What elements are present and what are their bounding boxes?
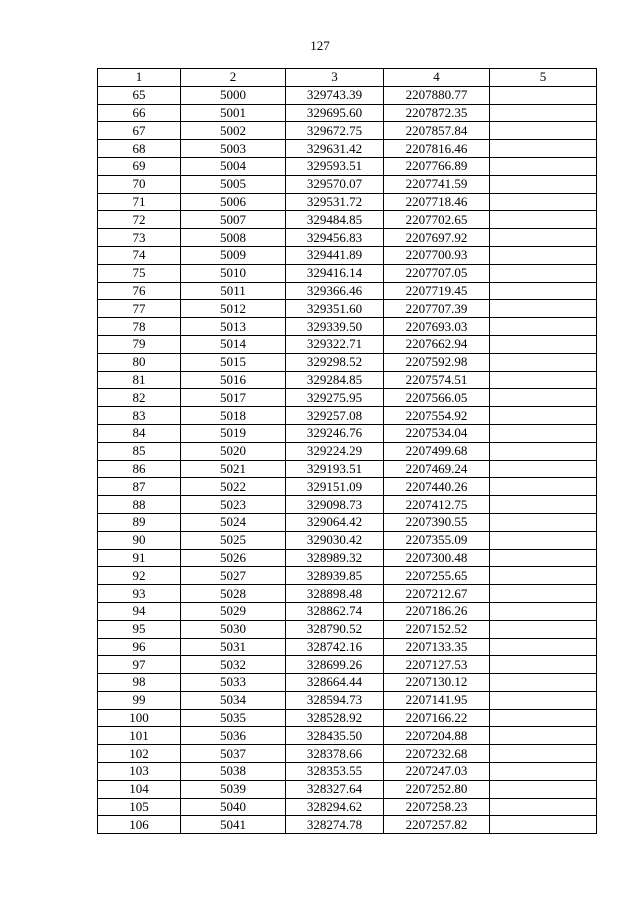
point-id-cell: 5031 [181,638,286,656]
row-number-cell: 103 [98,763,181,781]
table-body [98,86,597,833]
row-number-cell: 90 [98,531,181,549]
row-number-cell: 72 [98,211,181,229]
table-row [98,246,597,264]
row-number-cell: 93 [98,585,181,603]
y-coordinate-cell: 2207702.65 [384,211,490,229]
table-row [98,513,597,531]
table-row [98,674,597,692]
note-cell [490,602,597,620]
note-cell [490,816,597,834]
row-number-cell: 80 [98,353,181,371]
x-coordinate-cell: 329593.51 [286,157,384,175]
x-coordinate-cell: 329193.51 [286,460,384,478]
x-coordinate-cell: 329743.39 [286,86,384,104]
note-cell [490,229,597,247]
y-coordinate-cell: 2207141.95 [384,691,490,709]
point-id-cell: 5039 [181,780,286,798]
note-cell [490,780,597,798]
note-cell [490,691,597,709]
note-cell [490,496,597,514]
note-cell [490,656,597,674]
x-coordinate-cell: 328378.66 [286,745,384,763]
note-cell [490,157,597,175]
row-number-cell: 79 [98,335,181,353]
row-number-cell: 83 [98,407,181,425]
table-row [98,691,597,709]
x-coordinate-cell: 329441.89 [286,246,384,264]
x-coordinate-cell: 329672.75 [286,122,384,140]
x-coordinate-cell: 328435.50 [286,727,384,745]
point-id-cell: 5010 [181,264,286,282]
table-row [98,229,597,247]
table-row [98,140,597,158]
x-coordinate-cell: 329366.46 [286,282,384,300]
y-coordinate-cell: 2207232.68 [384,745,490,763]
x-coordinate-cell: 328898.48 [286,585,384,603]
point-id-cell: 5018 [181,407,286,425]
table-row [98,567,597,585]
y-coordinate-cell: 2207697.92 [384,229,490,247]
row-number-cell: 99 [98,691,181,709]
y-coordinate-cell: 2207152.52 [384,620,490,638]
point-id-cell: 5002 [181,122,286,140]
point-id-cell: 5013 [181,318,286,336]
y-coordinate-cell: 2207247.03 [384,763,490,781]
point-id-cell: 5001 [181,104,286,122]
table-row [98,709,597,727]
y-coordinate-cell: 2207130.12 [384,674,490,692]
row-number-cell: 91 [98,549,181,567]
note-cell [490,709,597,727]
note-cell [490,104,597,122]
point-id-cell: 5034 [181,691,286,709]
note-cell [490,745,597,763]
point-id-cell: 5030 [181,620,286,638]
y-coordinate-cell: 2207252.80 [384,780,490,798]
y-coordinate-cell: 2207707.05 [384,264,490,282]
note-cell [490,300,597,318]
y-coordinate-cell: 2207872.35 [384,104,490,122]
x-coordinate-cell: 328862.74 [286,602,384,620]
y-coordinate-cell: 2207534.04 [384,424,490,442]
point-id-cell: 5025 [181,531,286,549]
row-number-cell: 106 [98,816,181,834]
y-coordinate-cell: 2207566.05 [384,389,490,407]
table-row [98,353,597,371]
x-coordinate-cell: 329416.14 [286,264,384,282]
x-coordinate-cell: 329456.83 [286,229,384,247]
row-number-cell: 75 [98,264,181,282]
row-number-cell: 86 [98,460,181,478]
table-row [98,193,597,211]
x-coordinate-cell: 329298.52 [286,353,384,371]
y-coordinate-cell: 2207719.45 [384,282,490,300]
y-coordinate-cell: 2207469.24 [384,460,490,478]
x-coordinate-cell: 329351.60 [286,300,384,318]
point-id-cell: 5024 [181,513,286,531]
x-coordinate-cell: 328294.62 [286,798,384,816]
point-id-cell: 5023 [181,496,286,514]
point-id-cell: 5017 [181,389,286,407]
row-number-cell: 84 [98,424,181,442]
table-row [98,496,597,514]
note-cell [490,318,597,336]
row-number-cell: 70 [98,175,181,193]
y-coordinate-cell: 2207662.94 [384,335,490,353]
row-number-cell: 68 [98,140,181,158]
column-header-5: 5 [490,69,597,87]
y-coordinate-cell: 2207412.75 [384,496,490,514]
row-number-cell: 77 [98,300,181,318]
row-number-cell: 67 [98,122,181,140]
x-coordinate-cell: 329275.95 [286,389,384,407]
x-coordinate-cell: 329570.07 [286,175,384,193]
row-number-cell: 94 [98,602,181,620]
x-coordinate-cell: 329030.42 [286,531,384,549]
y-coordinate-cell: 2207186.26 [384,602,490,620]
table-row [98,104,597,122]
table-row [98,264,597,282]
x-coordinate-cell: 328742.16 [286,638,384,656]
note-cell [490,282,597,300]
x-coordinate-cell: 328790.52 [286,620,384,638]
x-coordinate-cell: 329284.85 [286,371,384,389]
column-header-1: 1 [98,69,181,87]
table-row [98,442,597,460]
point-id-cell: 5041 [181,816,286,834]
x-coordinate-cell: 329339.50 [286,318,384,336]
x-coordinate-cell: 329224.29 [286,442,384,460]
point-id-cell: 5004 [181,157,286,175]
x-coordinate-cell: 328939.85 [286,567,384,585]
note-cell [490,353,597,371]
coordinates-table [97,68,597,834]
y-coordinate-cell: 2207133.35 [384,638,490,656]
x-coordinate-cell: 329257.08 [286,407,384,425]
y-coordinate-cell: 2207766.89 [384,157,490,175]
x-coordinate-cell: 329695.60 [286,104,384,122]
table-row [98,371,597,389]
x-coordinate-cell: 328989.32 [286,549,384,567]
table-row [98,531,597,549]
table-row [98,335,597,353]
row-number-cell: 100 [98,709,181,727]
point-id-cell: 5035 [181,709,286,727]
x-coordinate-cell: 328699.26 [286,656,384,674]
y-coordinate-cell: 2207390.55 [384,513,490,531]
note-cell [490,442,597,460]
y-coordinate-cell: 2207440.26 [384,478,490,496]
point-id-cell: 5029 [181,602,286,620]
row-number-cell: 89 [98,513,181,531]
point-id-cell: 5033 [181,674,286,692]
table-row [98,602,597,620]
table-row [98,318,597,336]
table-row [98,780,597,798]
note-cell [490,140,597,158]
point-id-cell: 5015 [181,353,286,371]
row-number-cell: 65 [98,86,181,104]
column-header-4: 4 [384,69,490,87]
point-id-cell: 5040 [181,798,286,816]
row-number-cell: 88 [98,496,181,514]
note-cell [490,407,597,425]
table-row [98,157,597,175]
note-cell [490,798,597,816]
column-header-2: 2 [181,69,286,87]
point-id-cell: 5009 [181,246,286,264]
table-row [98,407,597,425]
row-number-cell: 85 [98,442,181,460]
row-number-cell: 69 [98,157,181,175]
table-row [98,638,597,656]
y-coordinate-cell: 2207693.03 [384,318,490,336]
note-cell [490,86,597,104]
x-coordinate-cell: 328327.64 [286,780,384,798]
point-id-cell: 5003 [181,140,286,158]
row-number-cell: 105 [98,798,181,816]
row-number-cell: 76 [98,282,181,300]
column-header-3: 3 [286,69,384,87]
table-row [98,460,597,478]
point-id-cell: 5008 [181,229,286,247]
point-id-cell: 5016 [181,371,286,389]
point-id-cell: 5022 [181,478,286,496]
table-row [98,745,597,763]
note-cell [490,567,597,585]
table-row [98,122,597,140]
table-row [98,300,597,318]
table-row [98,424,597,442]
row-number-cell: 73 [98,229,181,247]
table-row [98,282,597,300]
y-coordinate-cell: 2207258.23 [384,798,490,816]
row-number-cell: 71 [98,193,181,211]
note-cell [490,674,597,692]
table-header-row [98,69,597,87]
table-row [98,763,597,781]
point-id-cell: 5007 [181,211,286,229]
point-id-cell: 5027 [181,567,286,585]
x-coordinate-cell: 329151.09 [286,478,384,496]
x-coordinate-cell: 329531.72 [286,193,384,211]
point-id-cell: 5006 [181,193,286,211]
row-number-cell: 101 [98,727,181,745]
row-number-cell: 96 [98,638,181,656]
point-id-cell: 5021 [181,460,286,478]
table-row [98,620,597,638]
table-row [98,816,597,834]
point-id-cell: 5011 [181,282,286,300]
x-coordinate-cell: 328528.92 [286,709,384,727]
note-cell [490,175,597,193]
y-coordinate-cell: 2207554.92 [384,407,490,425]
note-cell [490,478,597,496]
x-coordinate-cell: 329064.42 [286,513,384,531]
y-coordinate-cell: 2207127.53 [384,656,490,674]
y-coordinate-cell: 2207592.98 [384,353,490,371]
x-coordinate-cell: 328353.55 [286,763,384,781]
x-coordinate-cell: 328594.73 [286,691,384,709]
y-coordinate-cell: 2207857.84 [384,122,490,140]
row-number-cell: 95 [98,620,181,638]
y-coordinate-cell: 2207741.59 [384,175,490,193]
point-id-cell: 5036 [181,727,286,745]
point-id-cell: 5000 [181,86,286,104]
y-coordinate-cell: 2207816.46 [384,140,490,158]
point-id-cell: 5005 [181,175,286,193]
row-number-cell: 66 [98,104,181,122]
point-id-cell: 5014 [181,335,286,353]
y-coordinate-cell: 2207880.77 [384,86,490,104]
y-coordinate-cell: 2207574.51 [384,371,490,389]
point-id-cell: 5026 [181,549,286,567]
page-number: 127 [310,38,330,53]
y-coordinate-cell: 2207257.82 [384,816,490,834]
table-row [98,549,597,567]
point-id-cell: 5020 [181,442,286,460]
row-number-cell: 98 [98,674,181,692]
table-row [98,585,597,603]
note-cell [490,335,597,353]
row-number-cell: 87 [98,478,181,496]
note-cell [490,585,597,603]
row-number-cell: 82 [98,389,181,407]
note-cell [490,460,597,478]
y-coordinate-cell: 2207204.88 [384,727,490,745]
table-row [98,798,597,816]
row-number-cell: 81 [98,371,181,389]
note-cell [490,246,597,264]
row-number-cell: 97 [98,656,181,674]
point-id-cell: 5019 [181,424,286,442]
note-cell [490,389,597,407]
table-row [98,211,597,229]
y-coordinate-cell: 2207707.39 [384,300,490,318]
note-cell [490,763,597,781]
x-coordinate-cell: 329322.71 [286,335,384,353]
x-coordinate-cell: 329631.42 [286,140,384,158]
x-coordinate-cell: 329098.73 [286,496,384,514]
y-coordinate-cell: 2207300.48 [384,549,490,567]
note-cell [490,371,597,389]
row-number-cell: 78 [98,318,181,336]
row-number-cell: 102 [98,745,181,763]
row-number-cell: 104 [98,780,181,798]
note-cell [490,727,597,745]
table-row [98,86,597,104]
y-coordinate-cell: 2207255.65 [384,567,490,585]
table-row [98,656,597,674]
point-id-cell: 5038 [181,763,286,781]
y-coordinate-cell: 2207212.67 [384,585,490,603]
row-number-cell: 92 [98,567,181,585]
note-cell [490,620,597,638]
note-cell [490,424,597,442]
x-coordinate-cell: 328664.44 [286,674,384,692]
y-coordinate-cell: 2207700.93 [384,246,490,264]
note-cell [490,513,597,531]
note-cell [490,122,597,140]
point-id-cell: 5037 [181,745,286,763]
y-coordinate-cell: 2207499.68 [384,442,490,460]
y-coordinate-cell: 2207166.22 [384,709,490,727]
note-cell [490,638,597,656]
table-row [98,389,597,407]
point-id-cell: 5028 [181,585,286,603]
note-cell [490,264,597,282]
x-coordinate-cell: 329484.85 [286,211,384,229]
row-number-cell: 74 [98,246,181,264]
note-cell [490,211,597,229]
table-row [98,175,597,193]
note-cell [490,549,597,567]
point-id-cell: 5012 [181,300,286,318]
x-coordinate-cell: 328274.78 [286,816,384,834]
table-row [98,478,597,496]
y-coordinate-cell: 2207718.46 [384,193,490,211]
note-cell [490,193,597,211]
table-row [98,727,597,745]
note-cell [490,531,597,549]
x-coordinate-cell: 329246.76 [286,424,384,442]
y-coordinate-cell: 2207355.09 [384,531,490,549]
point-id-cell: 5032 [181,656,286,674]
